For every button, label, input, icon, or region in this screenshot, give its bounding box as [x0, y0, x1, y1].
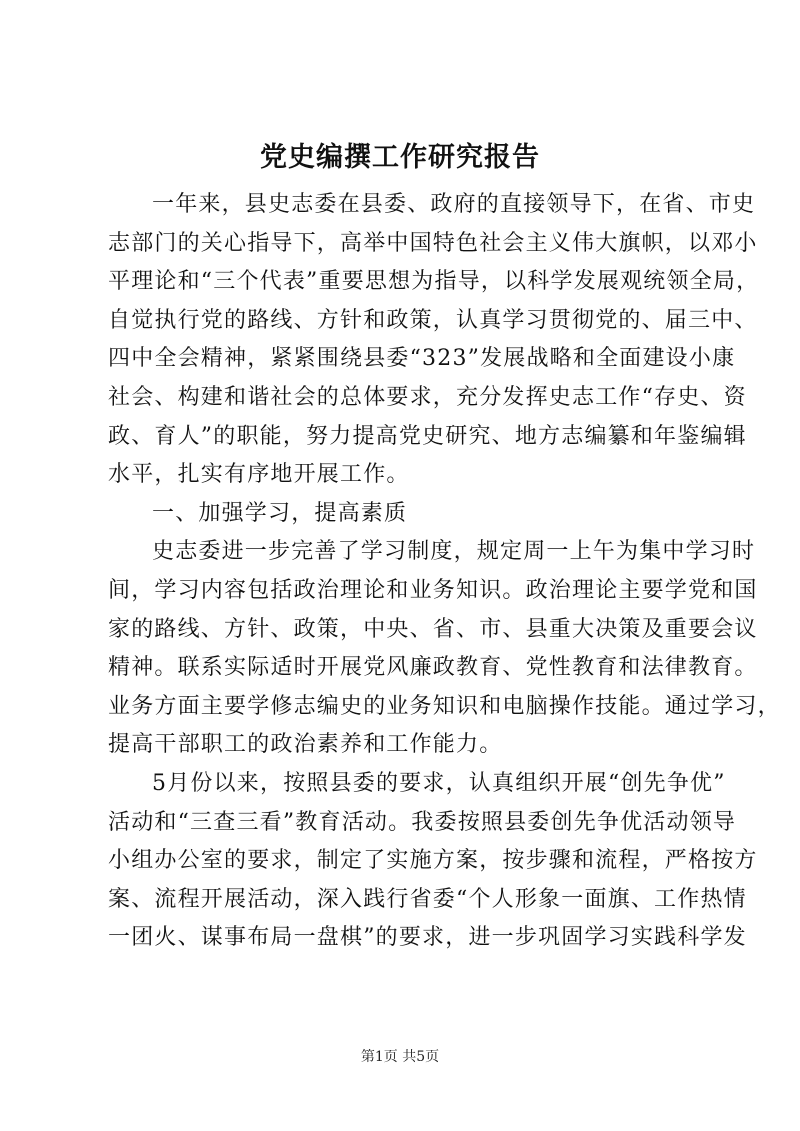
body-line: 提高干部职工的政治素养和工作能力。 [108, 732, 503, 758]
body-line: 5月份以来，按照县委的要求，认真组织开展“创先争优” [152, 770, 726, 796]
body-line: 案、流程开展活动，深入践行省委“个人形象一面旗、工作热情 [108, 886, 747, 912]
body-line: 自觉执行党的路线、方针和政策，认真学习贯彻党的、届三中、 [108, 307, 758, 333]
body-line: 活动和“三查三看”教育活动。我委按照县委创先争优活动领导 [108, 809, 737, 835]
body-line: 家的路线、方针、政策，中央、省、市、县重大决策及重要会议 [108, 616, 758, 642]
body-line: 水平，扎实有序地开展工作。 [108, 462, 410, 488]
body-line: 史志委进一步完善了学习制度，规定周一上午为集中学习时 [152, 539, 756, 565]
body-line: 一团火、谋事布局一盘棋”的要求，进一步巩固学习实践科学发 [108, 925, 747, 951]
body-line: 精神。联系实际适时开展党风廉政教育、党性教育和法律教育。 [108, 655, 758, 681]
body-line: 志部门的关心指导下，高举中国特色社会主义伟大旗帜，以邓小 [108, 230, 758, 256]
page-footer: 第1页 共5页 [360, 1049, 440, 1065]
body-line: 社会、构建和谐社会的总体要求，充分发挥史志工作“存史、资 [108, 384, 747, 410]
body-line: 小组办公室的要求，制定了实施方案，按步骤和流程，严格按方 [108, 848, 758, 874]
body-line: 业务方面主要学修志编史的业务知识和电脑操作技能。通过学习， [108, 693, 781, 719]
body-line: 四中全会精神，紧紧围绕县委“323”发展战略和全面建设小康 [108, 346, 736, 372]
section-heading: 一、加强学习，提高素质 [152, 500, 408, 526]
document-body [108, 186, 781, 958]
body-line: 一年来，县史志委在县委、政府的直接领导下，在省、市史 [152, 192, 756, 217]
body-line: 平理论和“三个代表”重要思想为指导，以科学发展观统领全局， [108, 269, 760, 295]
document-title: 党史编撰工作研究报告 [260, 142, 540, 173]
body-line: 间，学习内容包括政治理论和业务知识。政治理论主要学党和国 [108, 577, 758, 603]
body-line: 政、育人”的职能，努力提高党史研究、地方志编纂和年鉴编辑 [108, 423, 747, 449]
